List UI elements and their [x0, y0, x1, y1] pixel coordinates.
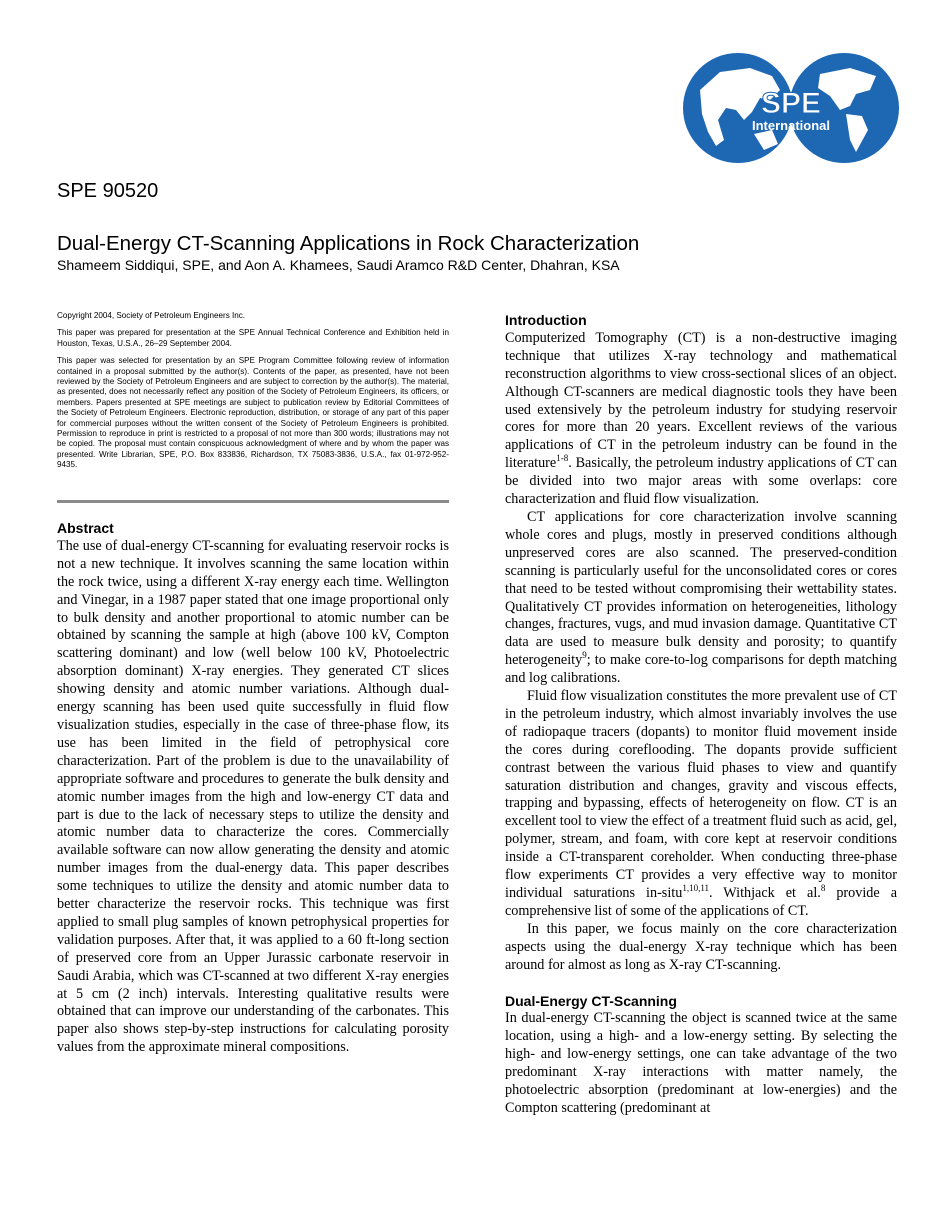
paper-title: Dual-Energy CT-Scanning Applications in Rock Characterization	[57, 232, 640, 255]
paper-number: SPE 90520	[57, 180, 159, 202]
copyright-notice	[57, 311, 449, 478]
review-note: This paper was selected for presentation by an SPE Program Committee following review of information contained in a proposal submitted by the author(s). Contents of the paper, as presented, have not been reviewed by the Society of Petroleum Engineers and are subject to correction by the author(s). The material, as presented, does not necessarily reflect any position of the Society of Petroleum Engineers, its officers, or members. Papers presented at SPE meetings are subject to publication review by Editorial Committees of the Society of Petroleum Engineers. Electronic reproduction, distribution, or storage of any part of this paper for commercial purposes without the written consent of the Society of Petroleum Engineers is prohibited. Permission to reproduce in print is restricted to a proposal of not more than 300 words; illustrations may not be copied. The proposal must contain conspicuous acknowledgment of where and by whom the paper was presented. Write Librarian, SPE, P.O. Box 833836, Richardson, TX 75083-3836, U.S.A., fax 01-972-952-9435.	[57, 356, 449, 470]
presentation-note: This paper was prepared for presentation at the SPE Annual Technical Conference and Exhibition held in Houston, Texas, U.S.A., 26–29 September 2004.	[57, 328, 449, 348]
abstract-heading: Abstract	[57, 520, 114, 536]
text: . Basically, the petroleum industry applications of CT can be divided into two major areas with some overlaps: core characterization and fluid flow visualization.	[505, 455, 897, 508]
text: ; to make core-to-log comparisons for depth matching and log calibrations.	[505, 652, 897, 687]
text: Fluid flow visualization constitutes the more prevalent use of CT in the petroleum industry, which almost invariably involves the use of radiopaque tracers (dopants) to monitor fluid movement inside the cores during coreflooding. The dopants provide sufficient contrast between the various fluid phases to view and quantify saturation distribution and changes, gravity and viscous effects, trapping and bypassing, effects of heterogeneity on flow. CT is an excellent tool to view the effect of a treatment fluid such as acid, gel, polymer, stream, and foam, with core kept at reservoir conditions inside a CT-transparent coreholder. When conducting three-phase flow experiments CT provides a very effective way to monitor individual saturations in-situ	[505, 688, 897, 901]
copyright-divider	[57, 500, 449, 503]
introduction-heading: Introduction	[505, 312, 587, 328]
text: Computerized Tomography (CT) is a non-destructive imaging technique that utilizes X-ray technology and mathematical reconstruction algorithms to view cross-sectional slices of an object. Although CT-scanners are medical diagnostic tools they have been used extensively by the petroleum industry for studying reservoir cores for more than 20 years. Excellent reviews of the various applications of CT in the petroleum industry can be found in the literature	[505, 329, 897, 472]
text: provide a comprehensive list of some of the applications of CT.	[505, 885, 897, 919]
left-column	[57, 520, 449, 1057]
intro-paragraph-2	[505, 509, 897, 688]
intro-paragraph-3	[505, 688, 897, 921]
text: CT applications for core characterization involve scanning whole cores and plugs, mostly in preserved conditions although unpreserved cores are also scanned. The preserved-condition scanning is particularly useful for the unconsolidated cores or cores that need to be tested without compromising their wettability states. Qualitatively CT provides information on heterogeneities, lithology changes, fractures, vugs, and mud invasion damage. Quantitative CT data are used to measure bulk density and porosity; to quantify heterogeneity	[505, 508, 897, 669]
abstract-text: The use of dual-energy CT-scanning for evaluating reservoir rocks is not a new technique. It involves scanning the same location within the rock twice, using a different X-ray energy each time. Wellington and Vinegar, in a 1987 paper stated that one image proportional only to bulk density and another proportional to atomic number can be obtained by scanning the sample at high (above 100 kV, Compton scattering dominant) and low (well below 100 kV, Photoelectric absorption dominant) X-ray energies. They generated CT slices showing density and atomic number variations. Although dual-energy scanning has been used quite successfully in fluid flow visualization studies, especially in the case of three-phase flow, its use has been limited in the field of petrophysical core characterization. Part of the problem is due to the unavailability of appropriate software and procedures to generate the bulk density and atomic number images from the high and low-energy CT data and part is due to the lack of necessary steps to utilize the density and atomic number data to characterize the cores. Commercially available software can now allow generating the density and atomic number images from the dual-energy data. This paper describes some techniques to utilize the density and atomic number data to better characterize the reservoir rocks. This technique was first applied to small plug samples of known petrophysical properties for validation purposes. After that, it was applied to a 60 ft-long section of preserved core from an Upper Jurassic carbonate reservoir in Saudi Arabia, which was CT-scanned at two different X-ray energies at 5 cm (2 inch) intervals. Interesting qualitative results were obtained that can improve our understanding of the carbonates. This paper also shows step-by-step instructions for calculating porosity values from the approximate mineral compositions.	[57, 537, 449, 1056]
copyright-line: Copyright 2004, Society of Petroleum Engineers Inc.	[57, 311, 246, 320]
intro-paragraph-4: In this paper, we focus mainly on the core characterization aspects using the dual-energy X-ray technique which has been around for almost as long as X-ray CT-scanning.	[505, 920, 897, 973]
citation: 9	[582, 650, 587, 661]
svg-text:International: International	[751, 118, 831, 133]
dual-energy-heading: Dual-Energy CT-Scanning	[505, 992, 677, 1009]
citation: 1,10,11	[682, 883, 709, 893]
authors-line: Shameem Siddiqui, SPE, and Aon A. Khamees, Saudi Aramco R&D Center, Dhahran, KSA	[57, 257, 620, 273]
text: . Withjack et al.	[708, 885, 821, 901]
citation: 8	[820, 883, 826, 893]
svg-text:SPE: SPE	[760, 87, 822, 120]
citation: 1-8	[556, 453, 569, 464]
dual-energy-text: In dual-energy CT-scanning the object is scanned twice at the same location, using a high- and a low-energy setting. By selecting the high- and low-energy settings, one can take advantage of the two predominant X-ray interactions with matter namely, the photoelectric absorption (predominant at low-energies) and the Compton scattering (predominant at	[505, 1010, 897, 1116]
right-column	[505, 312, 897, 1118]
intro-paragraph-1	[505, 330, 897, 509]
spe-international-logo	[680, 50, 902, 166]
